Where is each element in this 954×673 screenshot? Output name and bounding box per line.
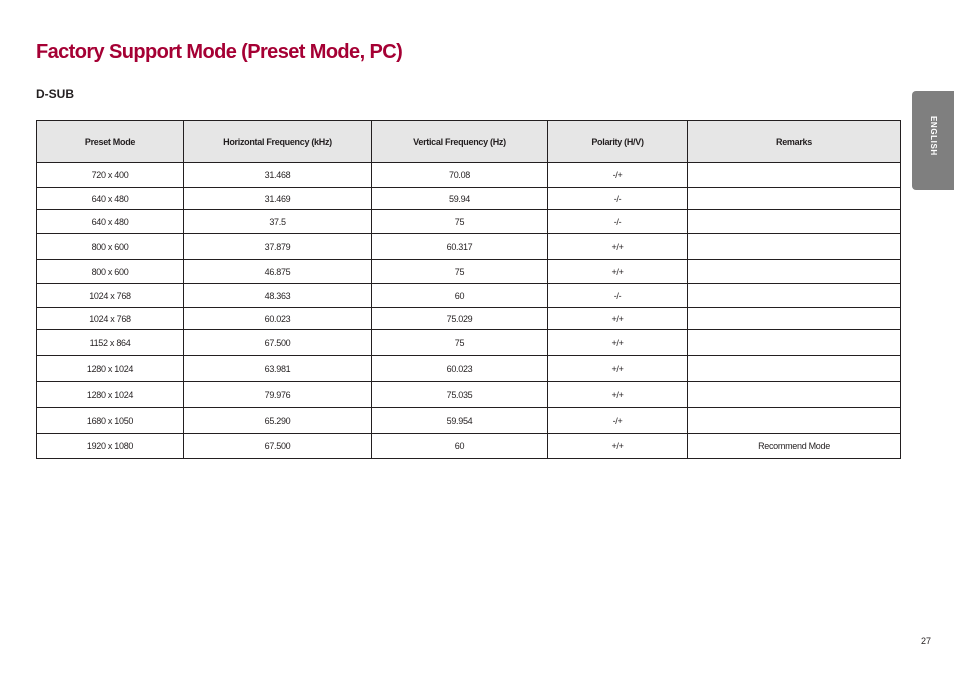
language-tab bbox=[912, 91, 954, 190]
cell-horizontal-frequency: 31.468 bbox=[184, 163, 372, 188]
cell-preset-mode: 1280 x 1024 bbox=[37, 356, 184, 382]
header-horizontal-frequency: Horizontal Frequency (kHz) bbox=[184, 121, 372, 163]
table-row bbox=[37, 408, 901, 434]
table-row bbox=[37, 356, 901, 382]
cell-horizontal-frequency: 67.500 bbox=[184, 330, 372, 356]
cell-horizontal-frequency: 79.976 bbox=[184, 382, 372, 408]
section-heading: D-SUB bbox=[36, 87, 74, 101]
cell-remarks bbox=[688, 330, 901, 356]
cell-horizontal-frequency: 46.875 bbox=[184, 260, 372, 284]
cell-polarity: -/+ bbox=[548, 408, 688, 434]
cell-vertical-frequency: 60.317 bbox=[372, 234, 548, 260]
page-number: 27 bbox=[921, 636, 932, 646]
cell-remarks bbox=[688, 260, 901, 284]
cell-preset-mode: 1024 x 768 bbox=[37, 308, 184, 330]
table-row bbox=[37, 188, 901, 210]
preset-mode-table bbox=[36, 120, 901, 459]
cell-preset-mode: 1024 x 768 bbox=[37, 284, 184, 308]
cell-vertical-frequency: 60 bbox=[372, 434, 548, 459]
cell-remarks bbox=[688, 234, 901, 260]
table-row bbox=[37, 434, 901, 459]
cell-preset-mode: 800 x 600 bbox=[37, 260, 184, 284]
cell-remarks bbox=[688, 382, 901, 408]
cell-polarity: -/- bbox=[548, 188, 688, 210]
cell-horizontal-frequency: 60.023 bbox=[184, 308, 372, 330]
cell-preset-mode: 1680 x 1050 bbox=[37, 408, 184, 434]
cell-preset-mode: 720 x 400 bbox=[37, 163, 184, 188]
cell-vertical-frequency: 60 bbox=[372, 284, 548, 308]
page-title: Factory Support Mode (Preset Mode, PC) bbox=[36, 41, 403, 63]
cell-preset-mode: 1280 x 1024 bbox=[37, 382, 184, 408]
cell-remarks bbox=[688, 284, 901, 308]
header-remarks: Remarks bbox=[688, 121, 901, 163]
header-vertical-frequency: Vertical Frequency (Hz) bbox=[372, 121, 548, 163]
cell-preset-mode: 1920 x 1080 bbox=[37, 434, 184, 459]
table-row bbox=[37, 308, 901, 330]
cell-polarity: +/+ bbox=[548, 234, 688, 260]
cell-vertical-frequency: 60.023 bbox=[372, 356, 548, 382]
cell-horizontal-frequency: 67.500 bbox=[184, 434, 372, 459]
cell-horizontal-frequency: 31.469 bbox=[184, 188, 372, 210]
cell-vertical-frequency: 70.08 bbox=[372, 163, 548, 188]
cell-vertical-frequency: 75 bbox=[372, 330, 548, 356]
cell-vertical-frequency: 75.029 bbox=[372, 308, 548, 330]
cell-horizontal-frequency: 37.5 bbox=[184, 210, 372, 234]
cell-remarks bbox=[688, 356, 901, 382]
cell-horizontal-frequency: 48.363 bbox=[184, 284, 372, 308]
cell-polarity: +/+ bbox=[548, 382, 688, 408]
cell-remarks bbox=[688, 188, 901, 210]
cell-vertical-frequency: 75.035 bbox=[372, 382, 548, 408]
table-row bbox=[37, 284, 901, 308]
table-row bbox=[37, 260, 901, 284]
cell-remarks bbox=[688, 308, 901, 330]
cell-preset-mode: 800 x 600 bbox=[37, 234, 184, 260]
cell-polarity: +/+ bbox=[548, 434, 688, 459]
cell-polarity: -/+ bbox=[548, 163, 688, 188]
language-tab-label: ENGLISH bbox=[929, 116, 938, 156]
cell-vertical-frequency: 75 bbox=[372, 260, 548, 284]
cell-remarks bbox=[688, 163, 901, 188]
table-row bbox=[37, 382, 901, 408]
cell-polarity: +/+ bbox=[548, 260, 688, 284]
cell-polarity: -/- bbox=[548, 284, 688, 308]
table-row bbox=[37, 210, 901, 234]
table-row bbox=[37, 234, 901, 260]
cell-polarity: +/+ bbox=[548, 308, 688, 330]
table-row bbox=[37, 163, 901, 188]
header-polarity: Polarity (H/V) bbox=[548, 121, 688, 163]
cell-vertical-frequency: 59.94 bbox=[372, 188, 548, 210]
table-row bbox=[37, 330, 901, 356]
header-preset-mode: Preset Mode bbox=[37, 121, 184, 163]
table-header-row bbox=[37, 121, 901, 163]
cell-preset-mode: 1152 x 864 bbox=[37, 330, 184, 356]
cell-remarks: Recommend Mode bbox=[688, 434, 901, 459]
cell-preset-mode: 640 x 480 bbox=[37, 210, 184, 234]
cell-horizontal-frequency: 65.290 bbox=[184, 408, 372, 434]
cell-vertical-frequency: 59.954 bbox=[372, 408, 548, 434]
cell-horizontal-frequency: 63.981 bbox=[184, 356, 372, 382]
cell-preset-mode: 640 x 480 bbox=[37, 188, 184, 210]
cell-horizontal-frequency: 37.879 bbox=[184, 234, 372, 260]
cell-vertical-frequency: 75 bbox=[372, 210, 548, 234]
cell-polarity: -/- bbox=[548, 210, 688, 234]
cell-polarity: +/+ bbox=[548, 330, 688, 356]
cell-remarks bbox=[688, 408, 901, 434]
cell-remarks bbox=[688, 210, 901, 234]
cell-polarity: +/+ bbox=[548, 356, 688, 382]
